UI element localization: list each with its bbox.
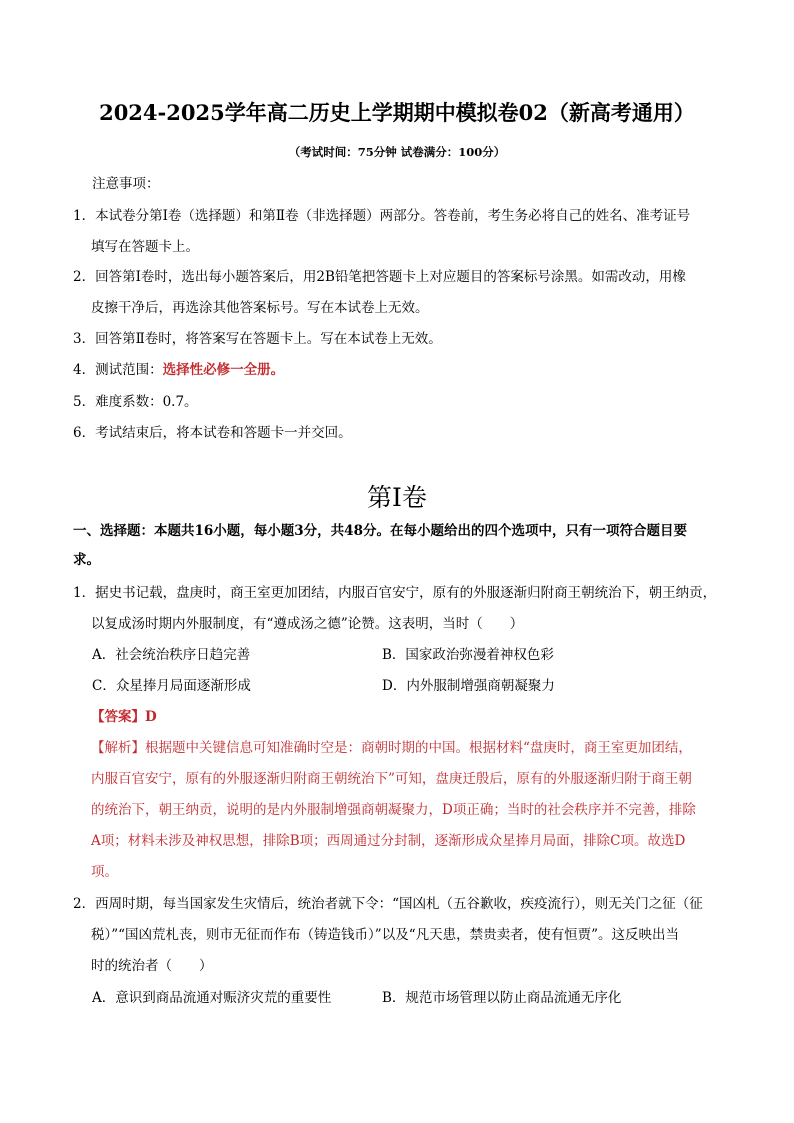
note-1-line-1: 1．本试卷分第Ⅰ卷（选择题）和第Ⅱ卷（非选择题）两部分。答卷前，考生务必将自己的姓名、准考证号 bbox=[73, 208, 691, 224]
test-scope-highlight: 选择性必修一全册。 bbox=[162, 362, 285, 378]
question-1-answer bbox=[91, 707, 157, 727]
note-6: 6．考试结束后，将本试卷和答题卡一并交回。 bbox=[73, 425, 352, 441]
question-1-option-c: C．众星捧月局面逐渐形成 bbox=[92, 678, 251, 694]
exam-title: 2024-2025学年高二历史上学期期中模拟卷02（新高考通用） bbox=[99, 100, 695, 125]
question-2-stem-line-3: 时的统治者（ ） bbox=[91, 958, 213, 974]
question-1-analysis-line-5: 项。 bbox=[91, 864, 118, 880]
question-2-option-a: A．意识到商品流通对赈济灾荒的重要性 bbox=[92, 990, 332, 1006]
notes-heading: 注意事项： bbox=[92, 176, 160, 192]
question-2-option-b: B．规范市场管理以防止商品流通无序化 bbox=[382, 990, 622, 1006]
note-2-line-2: 皮擦干净后，再选涂其他答案标号。写在本试卷上无效。 bbox=[91, 300, 429, 316]
question-1-stem-line-1: 1．据史书记载，盘庚时，商王室更加团结，内服百官安宁，原有的外服逐渐归附商王朝统治下，朝王纳贡， bbox=[73, 585, 717, 601]
section-instruction-line-2: 求。 bbox=[73, 552, 100, 568]
note-4-prefix: 4．测试范围： bbox=[73, 362, 163, 378]
question-1-analysis-line-3: 的统治下，朝王纳贡，说明的是内外服制增强商朝凝聚力，D项正确；当时的社会秩序并不完善，排除 bbox=[91, 802, 696, 818]
note-2-line-1: 2．回答第Ⅰ卷时，选出每小题答案后，用2B铅笔把答题卡上对应题目的答案标号涂黑。如需改动，用橡 bbox=[73, 269, 686, 285]
question-1-option-b: B．国家政治弥漫着神权色彩 bbox=[382, 647, 554, 663]
note-1-line-2: 填写在答题卡上。 bbox=[91, 239, 199, 255]
question-2-stem-line-1: 2．西周时期，每当国家发生灾情后，统治者就下令：“国凶札（五谷歉收，疾疫流行），则无关门之征（征 bbox=[73, 896, 703, 912]
question-1-stem-line-2: 以复成汤时期内外服制度，有“遵成汤之德”论赞。这表明，当时（ ） bbox=[91, 616, 524, 632]
exam-subtitle: （考试时间：75分钟 试卷满分：100分） bbox=[288, 145, 506, 159]
note-3: 3．回答第Ⅱ卷时，将答案写在答题卡上。写在本试卷上无效。 bbox=[73, 331, 442, 347]
answer-label: 【答案】 bbox=[91, 709, 145, 725]
question-1-analysis-line-1: 【解析】根据题中关键信息可知准确时空是：商朝时期的中国。根据材料“盘庚时，商王室更加团结， bbox=[91, 740, 692, 756]
answer-value: D bbox=[145, 709, 157, 725]
question-1-option-d: D．内外服制增强商朝凝聚力 bbox=[382, 678, 555, 694]
section-instruction-line-1: 一、选择题：本题共16小题，每小题3分，共48分。在每小题给出的四个选项中，只有一项符合题目要 bbox=[73, 523, 687, 539]
note-5: 5．难度系数：0.7。 bbox=[73, 394, 198, 410]
question-1-analysis-line-2: 内服百官安宁，原有的外服逐渐归附商王朝统治下”可知，盘庚迁殷后，原有的外服逐渐归附于商王朝 bbox=[91, 771, 692, 787]
question-1-analysis-line-4: A项；材料未涉及神权思想，排除B项；西周通过分封制，逐渐形成众星捧月局面，排除C项。故选D bbox=[91, 833, 686, 849]
question-1-option-a: A．社会统治秩序日趋完善 bbox=[92, 647, 251, 663]
question-2-stem-line-2: 税）”“国凶荒札丧，则市无征而作布（铸造钱币）”以及“凡天患，禁贵卖者，使有恒贾”。这反映出当 bbox=[91, 927, 680, 943]
note-4 bbox=[73, 360, 284, 380]
section-title: 第Ⅰ卷 bbox=[367, 483, 427, 512]
